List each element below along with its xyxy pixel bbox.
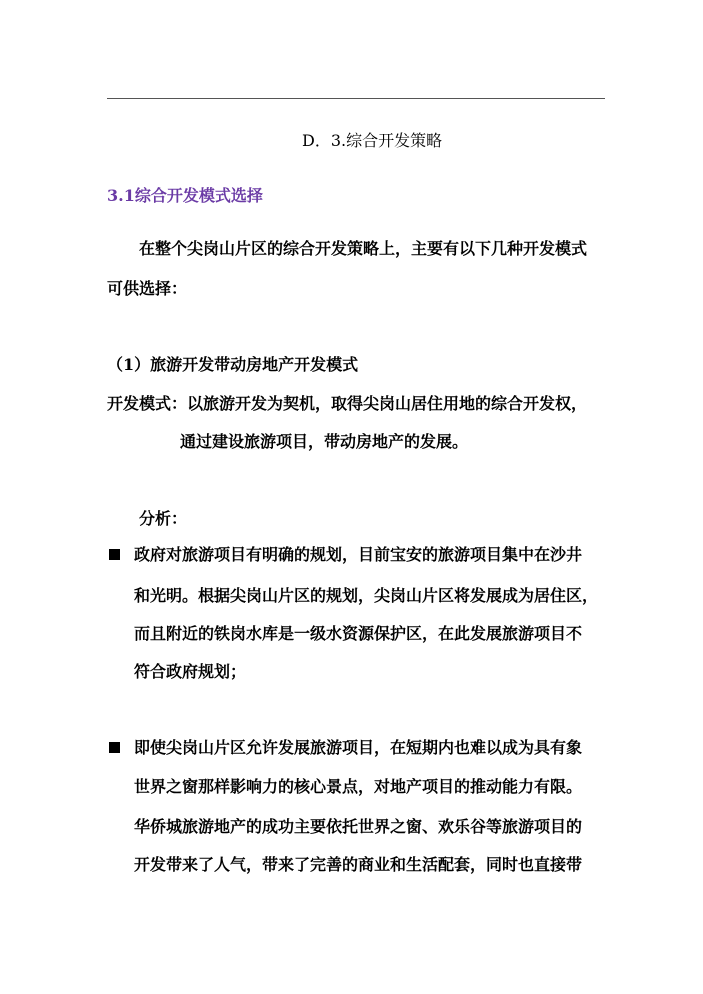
analysis-label: 分析： — [139, 509, 188, 528]
bullet-2-line-1: 即使尖岗山片区允许发展旅游项目，在短期内也难以成为具有象 — [134, 738, 583, 757]
bullet-2-line-3: 华侨城旅游地产的成功主要依托世界之窗、欢乐谷等旅游项目的 — [134, 817, 583, 836]
header-rule — [107, 98, 605, 99]
bullet-1-line-4: 符合政府规划； — [134, 662, 247, 681]
bullet-1-line-3: 而且附近的铁岗水库是一级水资源保护区，在此发展旅游项目不 — [134, 624, 583, 643]
mode-1-title: （1）旅游开发带动房地产开发模式 — [107, 355, 359, 374]
page-heading: D．3.综合开发策略 — [302, 131, 443, 150]
bullet-1-square-icon — [109, 549, 120, 560]
mode-1-definition-line-2: 通过建设旅游项目，带动房地产的发展。 — [180, 432, 469, 451]
intro-line-1: 在整个尖岗山片区的综合开发策略上，主要有以下几种开发模式 — [139, 239, 588, 258]
section-title: 3.1综合开发模式选择 — [107, 186, 263, 205]
bullet-1-line-2: 和光明。根据尖岗山片区的规划，尖岗山片区将发展成为居住区， — [134, 586, 599, 605]
bullet-2-square-icon — [109, 742, 120, 753]
mode-1-definition-line-1: 开发模式：以旅游开发为契机，取得尖岗山居住用地的综合开发权， — [107, 394, 588, 413]
bullet-2-line-2: 世界之窗那样影响力的核心景点，对地产项目的推动能力有限。 — [134, 777, 583, 796]
intro-line-2: 可供选择： — [107, 279, 188, 298]
bullet-2-line-4: 开发带来了人气，带来了完善的商业和生活配套，同时也直接带 — [134, 855, 583, 874]
bullet-1-line-1: 政府对旅游项目有明确的规划，目前宝安的旅游项目集中在沙井 — [134, 545, 583, 564]
